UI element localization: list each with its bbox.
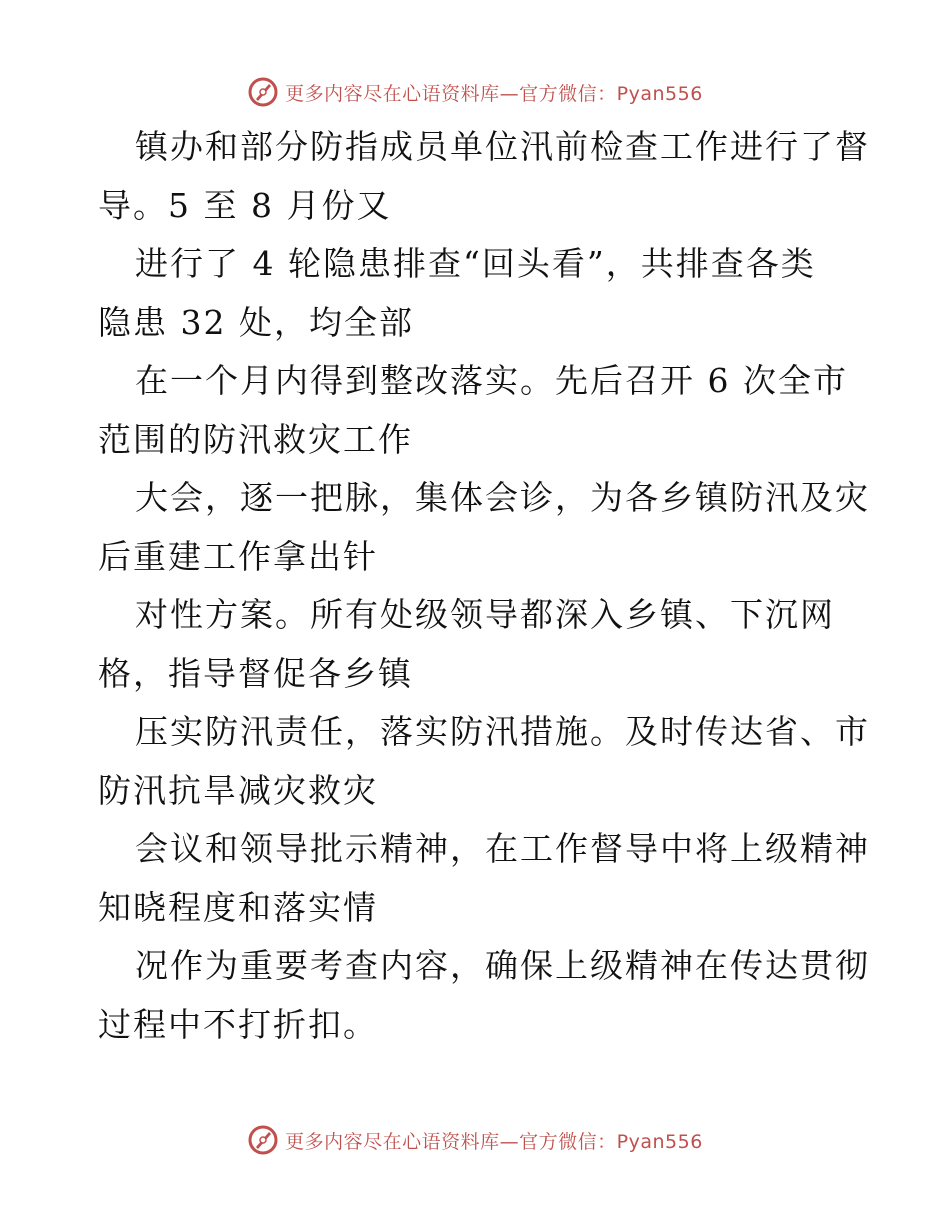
document-body [98,118,870,1054]
paragraph: 会议和领导批示精神，在工作督导中将上级精神 知晓程度和落实情 [98,829,870,927]
paragraph: 进行了 4 轮隐患排查“回头看”，共排查各类 隐患 32 处，均全部 [98,244,816,342]
footer-watermark [0,1120,950,1160]
watermark-text: 更多内容尽在心语资料库—官方微信：Pyan556 [285,82,703,105]
paragraph: 压实防汛责任，落实防汛措施。及时传达省、市 防汛抗旱减灾救灾 [98,712,870,810]
paragraph: 在一个月内得到整改落实。先后召开 6 次全市 范围的防汛救灾工作 [98,361,848,459]
quill-logo-icon [247,1124,279,1156]
paragraph: 大会，逐一把脉，集体会诊，为各乡镇防汛及灾 后重建工作拿出针 [98,478,870,576]
paragraph: 况作为重要考查内容，确保上级精神在传达贯彻 过程中不打折扣。 [98,946,870,1044]
header-watermark [0,72,950,112]
quill-logo-icon [247,76,279,108]
paragraph: 对性方案。所有处级领导都深入乡镇、下沉网 格，指导督促各乡镇 [98,595,835,693]
watermark-wechat-id: Pyan556 [616,82,703,105]
watermark-text: 更多内容尽在心语资料库—官方微信：Pyan556 [285,1130,703,1153]
paragraph: 镇办和部分防指成员单位汛前检查工作进行了督 导。5 至 8 月份又 [98,127,870,225]
watermark-wechat-id: Pyan556 [616,1130,703,1153]
